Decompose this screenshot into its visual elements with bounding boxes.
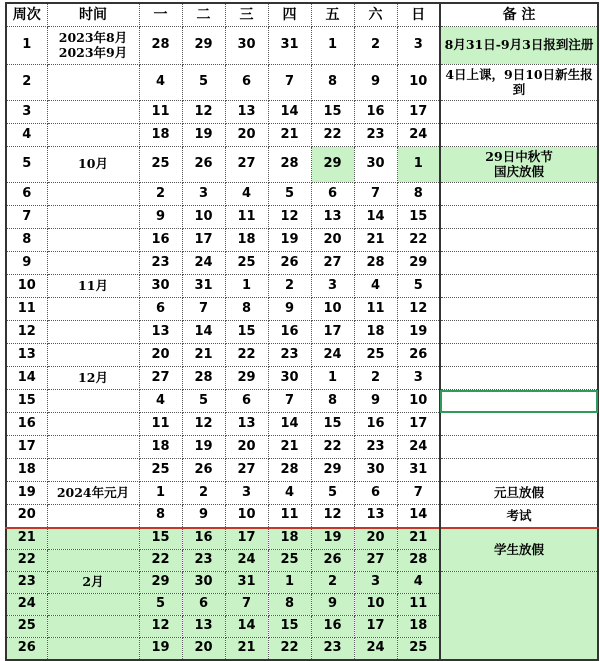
header-time: 时间 bbox=[47, 3, 139, 27]
day-cell: 22 bbox=[311, 436, 354, 459]
day-cell: 1 bbox=[268, 572, 311, 594]
month-label: 11月 bbox=[47, 275, 139, 298]
remark-cell bbox=[440, 572, 598, 660]
header-row bbox=[6, 3, 598, 27]
day-cell: 4 bbox=[268, 482, 311, 505]
week-row bbox=[6, 206, 598, 229]
remark-cell bbox=[440, 298, 598, 321]
week-number: 10 bbox=[6, 275, 47, 298]
day-cell: 23 bbox=[354, 436, 397, 459]
week-number: 11 bbox=[6, 298, 47, 321]
week-number: 9 bbox=[6, 252, 47, 275]
day-cell: 11 bbox=[354, 298, 397, 321]
month-label bbox=[47, 550, 139, 572]
remark-cell: 4日上课，9日10日新生报到 bbox=[440, 65, 598, 101]
week-number: 25 bbox=[6, 616, 47, 638]
day-cell: 3 bbox=[397, 27, 440, 65]
day-cell: 3 bbox=[311, 275, 354, 298]
week-number: 20 bbox=[6, 505, 47, 528]
remark-cell bbox=[440, 183, 598, 206]
day-cell: 16 bbox=[311, 616, 354, 638]
day-cell: 19 bbox=[311, 528, 354, 550]
day-cell: 19 bbox=[139, 638, 182, 660]
week-number: 14 bbox=[6, 367, 47, 390]
month-label bbox=[47, 344, 139, 367]
day-cell: 9 bbox=[268, 298, 311, 321]
week-row bbox=[6, 413, 598, 436]
month-label: 2023年8月 2023年9月 bbox=[47, 27, 139, 65]
day-cell: 28 bbox=[397, 550, 440, 572]
day-cell: 11 bbox=[268, 505, 311, 528]
remark-cell bbox=[440, 321, 598, 344]
day-cell: 18 bbox=[268, 528, 311, 550]
remark-cell bbox=[440, 390, 598, 413]
month-label bbox=[47, 505, 139, 528]
month-label bbox=[47, 390, 139, 413]
week-row bbox=[6, 321, 598, 344]
day-cell: 12 bbox=[139, 616, 182, 638]
day-cell: 19 bbox=[268, 229, 311, 252]
week-row bbox=[6, 459, 598, 482]
day-cell: 16 bbox=[354, 413, 397, 436]
month-label bbox=[47, 65, 139, 101]
day-cell: 22 bbox=[225, 344, 268, 367]
month-label bbox=[47, 183, 139, 206]
day-cell: 13 bbox=[139, 321, 182, 344]
month-label bbox=[47, 206, 139, 229]
day-cell: 19 bbox=[182, 124, 225, 147]
day-cell: 7 bbox=[268, 390, 311, 413]
week-row bbox=[6, 124, 598, 147]
week-row bbox=[6, 436, 598, 459]
day-cell: 4 bbox=[225, 183, 268, 206]
day-cell: 6 bbox=[311, 183, 354, 206]
day-cell: 22 bbox=[268, 638, 311, 660]
day-cell: 12 bbox=[397, 298, 440, 321]
remark-cell bbox=[440, 413, 598, 436]
day-cell: 11 bbox=[397, 594, 440, 616]
day-cell: 13 bbox=[225, 101, 268, 124]
week-number: 2 bbox=[6, 65, 47, 101]
header-wed: 三 bbox=[225, 3, 268, 27]
day-cell: 9 bbox=[139, 206, 182, 229]
day-cell: 4 bbox=[397, 572, 440, 594]
month-label: 2月 bbox=[47, 572, 139, 594]
day-cell: 12 bbox=[182, 413, 225, 436]
day-cell: 25 bbox=[139, 459, 182, 482]
day-cell: 14 bbox=[397, 505, 440, 528]
day-cell: 29 bbox=[311, 147, 354, 183]
day-cell: 23 bbox=[182, 550, 225, 572]
day-cell: 1 bbox=[311, 367, 354, 390]
day-cell: 1 bbox=[311, 27, 354, 65]
day-cell: 29 bbox=[311, 459, 354, 482]
day-cell: 20 bbox=[225, 436, 268, 459]
header-tue: 二 bbox=[182, 3, 225, 27]
day-cell: 23 bbox=[268, 344, 311, 367]
day-cell: 9 bbox=[311, 594, 354, 616]
day-cell: 7 bbox=[225, 594, 268, 616]
day-cell: 5 bbox=[182, 390, 225, 413]
day-cell: 19 bbox=[397, 321, 440, 344]
day-cell: 27 bbox=[225, 147, 268, 183]
day-cell: 12 bbox=[182, 101, 225, 124]
day-cell: 10 bbox=[397, 65, 440, 101]
day-cell: 10 bbox=[225, 505, 268, 528]
day-cell: 15 bbox=[311, 101, 354, 124]
day-cell: 21 bbox=[225, 638, 268, 660]
week-row bbox=[6, 528, 598, 550]
day-cell: 8 bbox=[311, 390, 354, 413]
day-cell: 28 bbox=[182, 367, 225, 390]
header-sat: 六 bbox=[354, 3, 397, 27]
day-cell: 7 bbox=[397, 482, 440, 505]
remark-cell bbox=[440, 252, 598, 275]
week-row bbox=[6, 482, 598, 505]
day-cell: 21 bbox=[268, 124, 311, 147]
month-label bbox=[47, 321, 139, 344]
day-cell: 25 bbox=[139, 147, 182, 183]
day-cell: 15 bbox=[311, 413, 354, 436]
week-number: 16 bbox=[6, 413, 47, 436]
day-cell: 14 bbox=[354, 206, 397, 229]
week-number: 7 bbox=[6, 206, 47, 229]
day-cell: 30 bbox=[268, 367, 311, 390]
day-cell: 15 bbox=[225, 321, 268, 344]
day-cell: 10 bbox=[397, 390, 440, 413]
month-label bbox=[47, 436, 139, 459]
day-cell: 3 bbox=[397, 367, 440, 390]
remark-cell bbox=[440, 344, 598, 367]
day-cell: 28 bbox=[354, 252, 397, 275]
day-cell: 11 bbox=[225, 206, 268, 229]
day-cell: 23 bbox=[311, 638, 354, 660]
day-cell: 14 bbox=[268, 413, 311, 436]
week-number: 19 bbox=[6, 482, 47, 505]
week-number: 26 bbox=[6, 638, 47, 660]
day-cell: 28 bbox=[139, 27, 182, 65]
day-cell: 15 bbox=[397, 206, 440, 229]
day-cell: 18 bbox=[354, 321, 397, 344]
day-cell: 22 bbox=[139, 550, 182, 572]
day-cell: 3 bbox=[354, 572, 397, 594]
day-cell: 29 bbox=[397, 252, 440, 275]
week-row bbox=[6, 183, 598, 206]
header-sun: 日 bbox=[397, 3, 440, 27]
day-cell: 31 bbox=[397, 459, 440, 482]
day-cell: 25 bbox=[268, 550, 311, 572]
month-label bbox=[47, 298, 139, 321]
day-cell: 7 bbox=[182, 298, 225, 321]
day-cell: 20 bbox=[139, 344, 182, 367]
day-cell: 28 bbox=[268, 147, 311, 183]
day-cell: 17 bbox=[225, 528, 268, 550]
day-cell: 8 bbox=[225, 298, 268, 321]
day-cell: 29 bbox=[182, 27, 225, 65]
remark-cell: 元旦放假 bbox=[440, 482, 598, 505]
day-cell: 2 bbox=[311, 572, 354, 594]
day-cell: 27 bbox=[225, 459, 268, 482]
day-cell: 11 bbox=[139, 413, 182, 436]
week-number: 3 bbox=[6, 101, 47, 124]
day-cell: 9 bbox=[354, 390, 397, 413]
day-cell: 5 bbox=[139, 594, 182, 616]
day-cell: 4 bbox=[139, 65, 182, 101]
day-cell: 2 bbox=[182, 482, 225, 505]
day-cell: 2 bbox=[354, 27, 397, 65]
day-cell: 14 bbox=[268, 101, 311, 124]
day-cell: 13 bbox=[225, 413, 268, 436]
day-cell: 23 bbox=[354, 124, 397, 147]
day-cell: 22 bbox=[311, 124, 354, 147]
day-cell: 18 bbox=[397, 616, 440, 638]
day-cell: 27 bbox=[139, 367, 182, 390]
day-cell: 28 bbox=[268, 459, 311, 482]
remark-cell bbox=[440, 206, 598, 229]
day-cell: 27 bbox=[354, 550, 397, 572]
day-cell: 30 bbox=[354, 459, 397, 482]
day-cell: 22 bbox=[397, 229, 440, 252]
day-cell: 4 bbox=[354, 275, 397, 298]
day-cell: 29 bbox=[139, 572, 182, 594]
month-label: 10月 bbox=[47, 147, 139, 183]
week-number: 22 bbox=[6, 550, 47, 572]
day-cell: 29 bbox=[225, 367, 268, 390]
day-cell: 17 bbox=[182, 229, 225, 252]
day-cell: 27 bbox=[311, 252, 354, 275]
calendar-body bbox=[6, 27, 598, 660]
month-label bbox=[47, 101, 139, 124]
day-cell: 20 bbox=[182, 638, 225, 660]
day-cell: 31 bbox=[225, 572, 268, 594]
week-number: 12 bbox=[6, 321, 47, 344]
day-cell: 30 bbox=[354, 147, 397, 183]
day-cell: 24 bbox=[182, 252, 225, 275]
day-cell: 3 bbox=[182, 183, 225, 206]
remark-cell bbox=[440, 275, 598, 298]
day-cell: 10 bbox=[354, 594, 397, 616]
day-cell: 17 bbox=[397, 413, 440, 436]
day-cell: 26 bbox=[182, 459, 225, 482]
day-cell: 7 bbox=[268, 65, 311, 101]
day-cell: 10 bbox=[311, 298, 354, 321]
day-cell: 20 bbox=[225, 124, 268, 147]
day-cell: 14 bbox=[225, 616, 268, 638]
day-cell: 8 bbox=[268, 594, 311, 616]
remark-cell bbox=[440, 124, 598, 147]
day-cell: 26 bbox=[182, 147, 225, 183]
day-cell: 25 bbox=[354, 344, 397, 367]
day-cell: 30 bbox=[182, 572, 225, 594]
day-cell: 15 bbox=[139, 528, 182, 550]
remark-cell: 学生放假 bbox=[440, 528, 598, 572]
remark-cell bbox=[440, 436, 598, 459]
day-cell: 24 bbox=[397, 124, 440, 147]
week-row bbox=[6, 27, 598, 65]
day-cell: 21 bbox=[268, 436, 311, 459]
header-week: 周次 bbox=[6, 3, 47, 27]
header-remarks: 备 注 bbox=[440, 3, 598, 27]
day-cell: 21 bbox=[397, 528, 440, 550]
day-cell: 16 bbox=[139, 229, 182, 252]
day-cell: 9 bbox=[354, 65, 397, 101]
week-number: 23 bbox=[6, 572, 47, 594]
day-cell: 16 bbox=[268, 321, 311, 344]
month-label bbox=[47, 528, 139, 550]
day-cell: 20 bbox=[311, 229, 354, 252]
day-cell: 26 bbox=[397, 344, 440, 367]
remark-cell: 29日中秋节 国庆放假 bbox=[440, 147, 598, 183]
week-number: 21 bbox=[6, 528, 47, 550]
day-cell: 6 bbox=[182, 594, 225, 616]
day-cell: 8 bbox=[311, 65, 354, 101]
day-cell: 16 bbox=[182, 528, 225, 550]
day-cell: 1 bbox=[139, 482, 182, 505]
day-cell: 12 bbox=[268, 206, 311, 229]
day-cell: 8 bbox=[139, 505, 182, 528]
day-cell: 26 bbox=[268, 252, 311, 275]
week-row bbox=[6, 505, 598, 528]
week-row bbox=[6, 65, 598, 101]
day-cell: 24 bbox=[354, 638, 397, 660]
week-row bbox=[6, 344, 598, 367]
day-cell: 20 bbox=[354, 528, 397, 550]
day-cell: 16 bbox=[354, 101, 397, 124]
week-number: 15 bbox=[6, 390, 47, 413]
remark-cell bbox=[440, 101, 598, 124]
month-label bbox=[47, 413, 139, 436]
day-cell: 18 bbox=[225, 229, 268, 252]
day-cell: 8 bbox=[397, 183, 440, 206]
week-number: 17 bbox=[6, 436, 47, 459]
day-cell: 3 bbox=[225, 482, 268, 505]
week-row bbox=[6, 229, 598, 252]
day-cell: 13 bbox=[354, 505, 397, 528]
header-mon: 一 bbox=[139, 3, 182, 27]
month-label bbox=[47, 229, 139, 252]
week-row bbox=[6, 572, 598, 594]
day-cell: 6 bbox=[225, 65, 268, 101]
day-cell: 1 bbox=[225, 275, 268, 298]
day-cell: 21 bbox=[182, 344, 225, 367]
header-thu: 四 bbox=[268, 3, 311, 27]
day-cell: 11 bbox=[139, 101, 182, 124]
day-cell: 1 bbox=[397, 147, 440, 183]
day-cell: 14 bbox=[182, 321, 225, 344]
day-cell: 31 bbox=[182, 275, 225, 298]
remark-cell: 8月31日-9月3日报到注册 bbox=[440, 27, 598, 65]
remark-cell bbox=[440, 459, 598, 482]
week-number: 4 bbox=[6, 124, 47, 147]
month-label: 12月 bbox=[47, 367, 139, 390]
day-cell: 21 bbox=[354, 229, 397, 252]
day-cell: 26 bbox=[311, 550, 354, 572]
day-cell: 10 bbox=[182, 206, 225, 229]
day-cell: 13 bbox=[311, 206, 354, 229]
day-cell: 12 bbox=[311, 505, 354, 528]
week-number: 6 bbox=[6, 183, 47, 206]
day-cell: 5 bbox=[268, 183, 311, 206]
day-cell: 18 bbox=[139, 436, 182, 459]
week-number: 1 bbox=[6, 27, 47, 65]
day-cell: 31 bbox=[268, 27, 311, 65]
school-calendar-table bbox=[5, 2, 599, 661]
week-number: 8 bbox=[6, 229, 47, 252]
week-number: 5 bbox=[6, 147, 47, 183]
week-row bbox=[6, 252, 598, 275]
day-cell: 25 bbox=[225, 252, 268, 275]
day-cell: 24 bbox=[225, 550, 268, 572]
week-row bbox=[6, 147, 598, 183]
day-cell: 6 bbox=[225, 390, 268, 413]
week-number: 24 bbox=[6, 594, 47, 616]
month-label bbox=[47, 459, 139, 482]
day-cell: 5 bbox=[311, 482, 354, 505]
day-cell: 24 bbox=[397, 436, 440, 459]
day-cell: 6 bbox=[139, 298, 182, 321]
day-cell: 4 bbox=[139, 390, 182, 413]
week-row bbox=[6, 101, 598, 124]
month-label bbox=[47, 252, 139, 275]
month-label bbox=[47, 124, 139, 147]
day-cell: 17 bbox=[354, 616, 397, 638]
day-cell: 13 bbox=[182, 616, 225, 638]
day-cell: 9 bbox=[182, 505, 225, 528]
day-cell: 6 bbox=[354, 482, 397, 505]
day-cell: 18 bbox=[139, 124, 182, 147]
day-cell: 2 bbox=[268, 275, 311, 298]
header-fri: 五 bbox=[311, 3, 354, 27]
day-cell: 17 bbox=[397, 101, 440, 124]
month-label bbox=[47, 616, 139, 638]
week-row bbox=[6, 367, 598, 390]
week-number: 18 bbox=[6, 459, 47, 482]
month-label bbox=[47, 594, 139, 616]
day-cell: 30 bbox=[225, 27, 268, 65]
day-cell: 2 bbox=[139, 183, 182, 206]
day-cell: 2 bbox=[354, 367, 397, 390]
remark-cell: 考试 bbox=[440, 505, 598, 528]
day-cell: 15 bbox=[268, 616, 311, 638]
day-cell: 19 bbox=[182, 436, 225, 459]
day-cell: 25 bbox=[397, 638, 440, 660]
week-row bbox=[6, 390, 598, 413]
week-row bbox=[6, 298, 598, 321]
remark-cell bbox=[440, 229, 598, 252]
day-cell: 7 bbox=[354, 183, 397, 206]
month-label: 2024年元月 bbox=[47, 482, 139, 505]
day-cell: 5 bbox=[182, 65, 225, 101]
remark-cell bbox=[440, 367, 598, 390]
week-number: 13 bbox=[6, 344, 47, 367]
week-row bbox=[6, 275, 598, 298]
day-cell: 5 bbox=[397, 275, 440, 298]
month-label bbox=[47, 638, 139, 660]
day-cell: 24 bbox=[311, 344, 354, 367]
day-cell: 17 bbox=[311, 321, 354, 344]
day-cell: 30 bbox=[139, 275, 182, 298]
day-cell: 23 bbox=[139, 252, 182, 275]
